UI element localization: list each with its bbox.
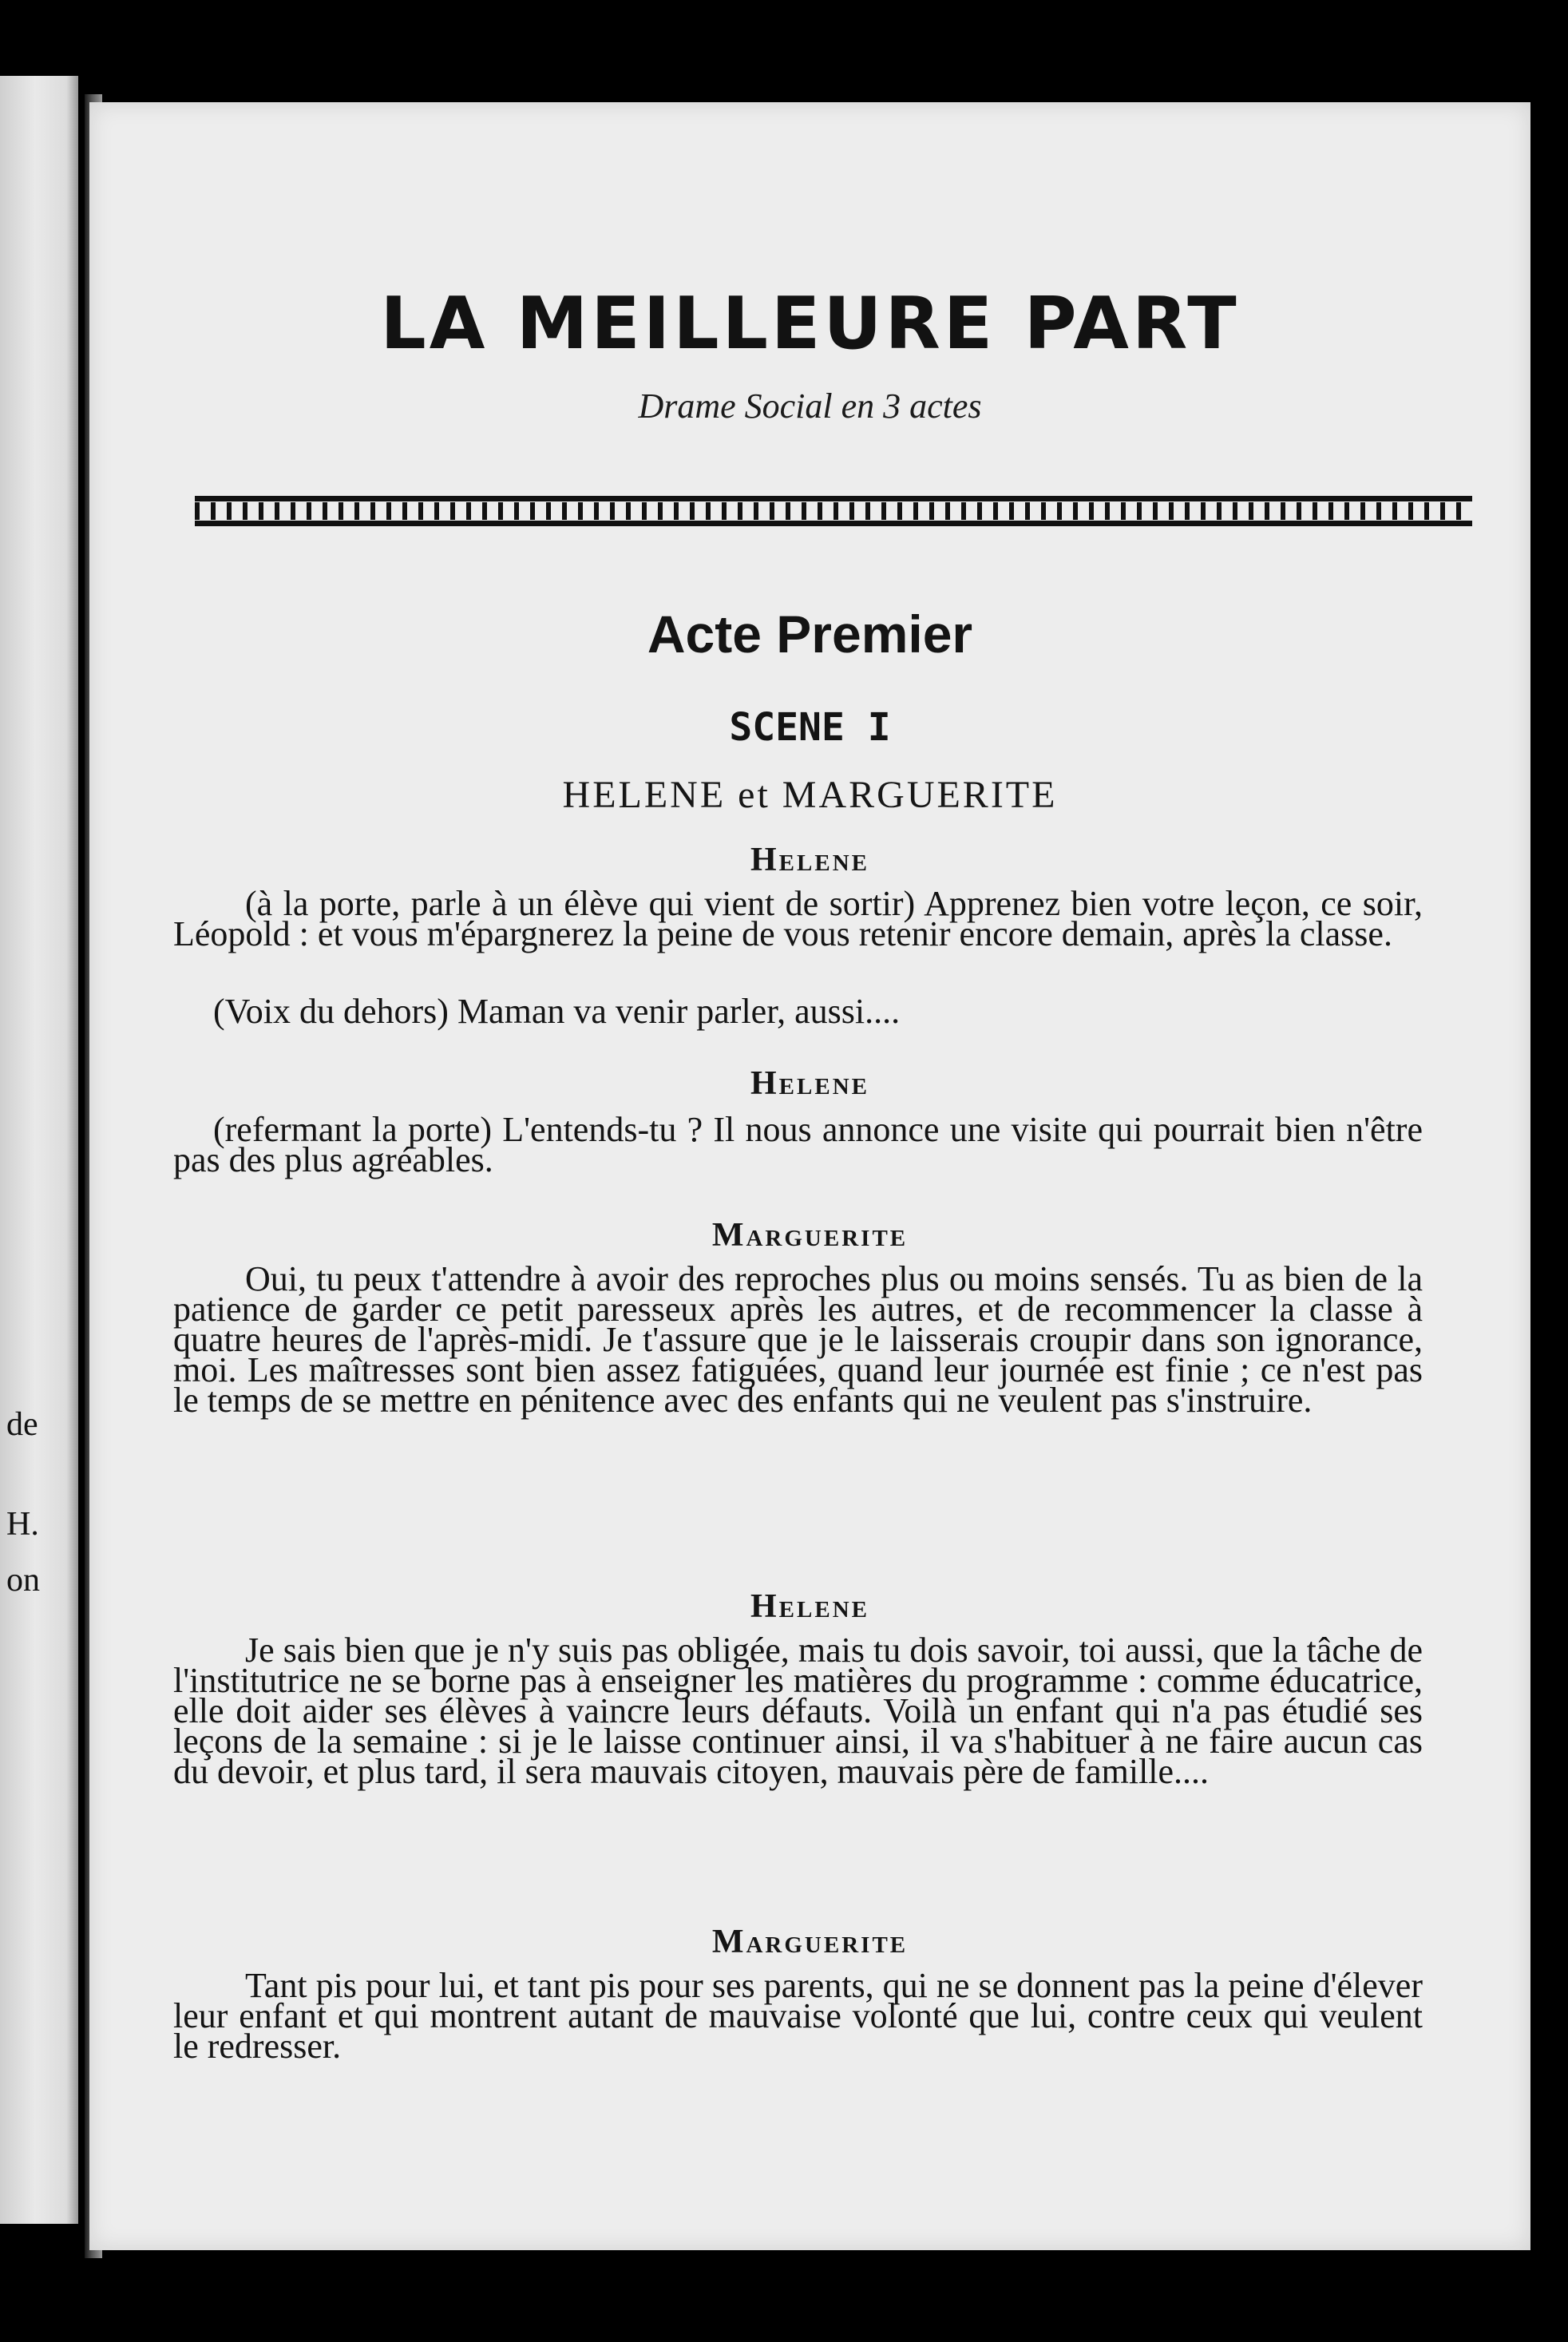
speaker-name: Marguerite: [711, 1924, 909, 1960]
left-page-fragment: H.: [6, 1506, 39, 1543]
speaker-name: Helene: [750, 1065, 869, 1102]
left-page-fragment: on: [6, 1562, 40, 1599]
speaker-name: Helene: [750, 1588, 869, 1625]
dialogue-line: (Voix du dehors) Maman va venir parler, aussi....: [213, 992, 901, 1031]
speaker-name: Marguerite: [711, 1217, 909, 1254]
dialogue-line: Tant pis pour lui, et tant pis pour ses parents, qui ne se donnent pas la peine d'élever leur enfant et qui montrent autant de mauvaise volonté que lui, contre ceux qui veulent le redresser.: [173, 1966, 1423, 2066]
act-heading: Acte Premier: [647, 604, 973, 664]
scene-heading: SCENE I: [729, 705, 891, 750]
book-page: [89, 102, 1530, 2250]
dialogue-line: (à la porte, parle à un élève qui vient de sortir) Apprenez bien votre leçon, ce soir, Léopold : et vous m'épargnerez la peine de vous retenir encore demain, après la classe.: [173, 884, 1423, 953]
play-title: LA MEILLEURE PART: [380, 282, 1240, 366]
speaker-name: Helene: [750, 842, 869, 878]
dialogue-line: Oui, tu peux t'attendre à avoir des reproches plus ou moins sensés. Tu as bien de la patience de garder ce petit paresseux après les autres, et de recommencer la classe à quatre heures de l'après-midi. Je t'assure que je le laisserais croupir dans son ignorance, moi. Les maîtresses sont bien assez fatiguées, quand leur journée est finie ; ce n'est pas le temps de se mettre en pénitence avec des enfants qui ne veulent pas s'instruire.: [173, 1259, 1423, 1420]
left-page-edge: [0, 76, 78, 2224]
dialogue-line: Je sais bien que je n'y suis pas obligée, mais tu dois savoir, toi aussi, que la tâche de l'institutrice ne se borne pas à enseigner les matières du programme : comme éducatrice, elle doit aider ses élèves à vaincre leurs défauts. Voilà un enfant qui n'a pas étudié ses leçons de la semaine : si je le laisse continuer ainsi, il va s'habituer à ne faire aucun cas du devoir, et plus tard, il sera mauvais citoyen, mauvais père de famille....: [173, 1631, 1423, 1791]
scene-characters: HELENE et MARGUERITE: [562, 774, 1058, 816]
dialogue-line: (refermant la porte) L'entends-tu ? Il nous annonce une visite qui pourrait bien n'être pas des plus agréables.: [173, 1110, 1423, 1179]
play-subtitle: Drame Social en 3 actes: [638, 386, 982, 426]
left-page-fragment: de: [6, 1406, 38, 1443]
ornamental-divider: [195, 496, 1472, 526]
